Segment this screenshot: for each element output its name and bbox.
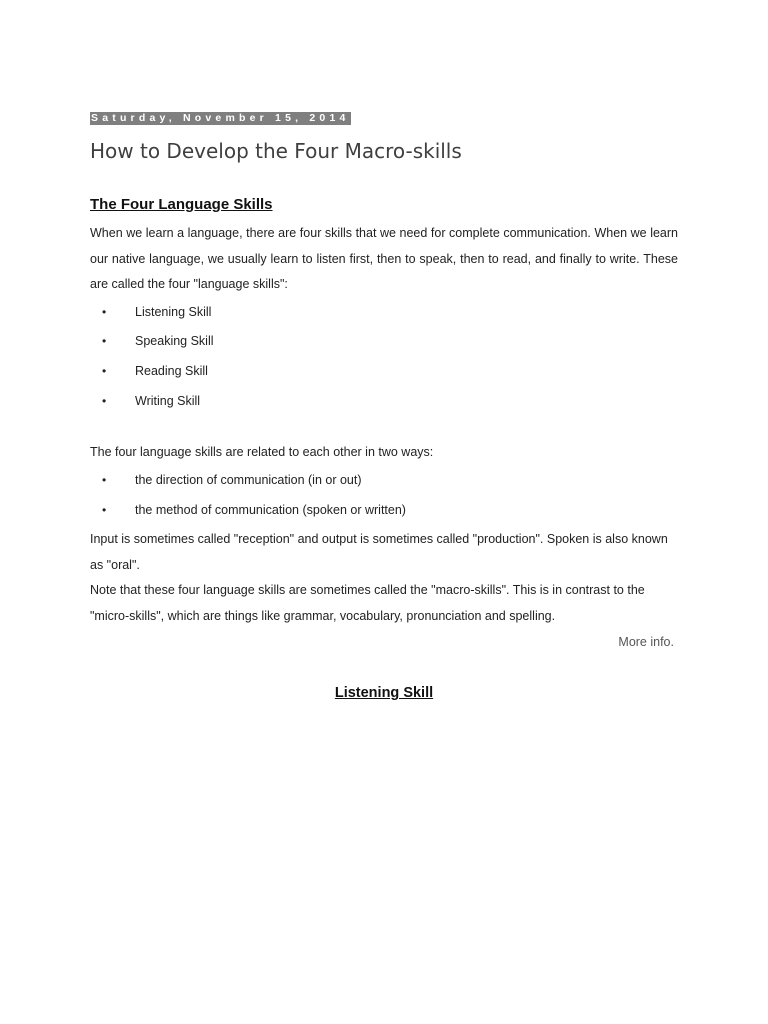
list-item <box>90 387 678 417</box>
more-info-link[interactable]: More info. <box>618 635 674 650</box>
bullet-icon: • <box>102 334 107 349</box>
intro-paragraph: When we learn a language, there are four skills that we need for complete communication. When we learn our native language, we usually learn to listen first, then to speak, then to read, and finally to write. These are called the four "language skills": <box>90 226 678 291</box>
input-note-paragraph: Input is sometimes called "reception" and output is sometimes called "production". Spoken is also known as "oral". <box>90 532 668 572</box>
bullet-icon: • <box>102 363 107 378</box>
skills-list <box>90 298 678 417</box>
blog-post <box>90 108 678 703</box>
macro-note-paragraph: Note that these four language skills are sometimes called the "macro-skills". This is in contrast to the "micro-skills", which are things like grammar, vocabulary, pronunciation and spelling. <box>90 583 645 623</box>
skill-label: Reading Skill <box>135 363 208 378</box>
skill-label: Speaking Skill <box>135 334 214 349</box>
section-heading-listening: Listening Skill <box>334 685 434 702</box>
section-heading-four-skills: The Four Language Skills <box>90 196 273 213</box>
list-item <box>90 496 678 526</box>
bullet-icon: • <box>102 304 107 319</box>
list-item <box>90 327 678 357</box>
way-label: the direction of communication (in or out) <box>135 472 362 487</box>
post-date: Saturday, November 15, 2014 <box>91 112 350 124</box>
list-item <box>90 466 678 496</box>
way-label: the method of communication (spoken or written) <box>135 502 406 517</box>
list-item <box>90 298 678 328</box>
bullet-icon: • <box>102 502 107 517</box>
list-item <box>90 357 678 387</box>
bullet-icon: • <box>102 472 107 487</box>
skill-label: Listening Skill <box>135 304 212 319</box>
post-title: How to Develop the Four Macro-skills <box>90 139 462 163</box>
ways-list <box>90 466 678 525</box>
bullet-icon: • <box>102 393 107 408</box>
relation-paragraph: The four language skills are related to each other in two ways: <box>90 445 434 460</box>
skill-label: Writing Skill <box>135 393 201 408</box>
